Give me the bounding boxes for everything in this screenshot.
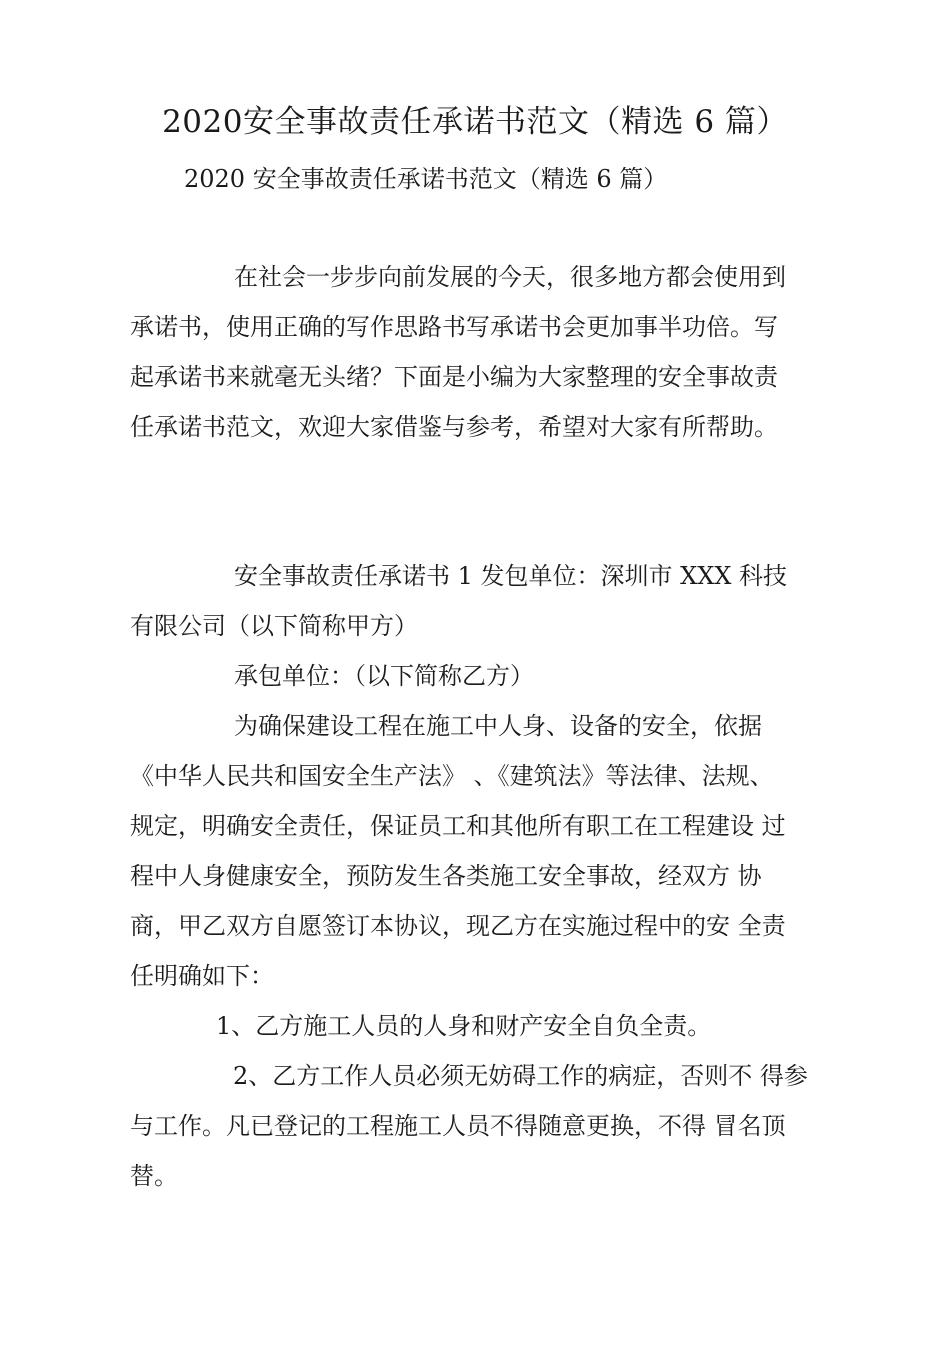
letter-1-heading: 安全事故责任承诺书 1 发包单位：深圳市 XXX 科技有限公司（以下简称甲方） <box>130 562 788 640</box>
letter-1-preamble: 为确保建设工程在施工中人身、设备的安全，依据《中华人民共和国安全生产法》 、《建筑法》等法律、法规、 规定，明确安全责任，保证员工和其他所有职工在工程建设 过程中人身健康安全，预防发生各类施工安全事故，经双方 协商，甲乙双方自愿签订本协议，现乙方在实施过程中的安 全责任明确如下： <box>130 712 786 990</box>
document-subtitle: 2020 安全事故责任承诺书范文（精选 6 篇） <box>184 165 668 193</box>
intro-paragraph: 在社会一步步向前发展的今天，很多地方都会使用到承诺书，使用正确的写作思路书写承诺书会更加事半功倍。写起承诺书来就毫无头绪？下面是小编为大家整理的安全事故责任承诺书范文，欢迎大家借鉴与参考，希望对大家有所帮助。 <box>130 263 786 441</box>
letter-1-item-2: 2、乙方工作人员必须无妨碍工作的病症，否则不 得参与工作。凡已登记的工程施工人员不得随意更换，不得 冒名顶替。 <box>130 1062 808 1190</box>
letter-1-item-1: 1、乙方施工人员的人身和财产安全自负全责。 <box>216 1012 712 1040</box>
intro-section <box>130 252 790 452</box>
letter-1-contractor: 承包单位：（以下简称乙方） <box>234 662 534 690</box>
document-title: 2020安全事故责任承诺书范文（精选 6 篇） <box>162 104 788 140</box>
letter-1-section <box>130 551 808 1201</box>
